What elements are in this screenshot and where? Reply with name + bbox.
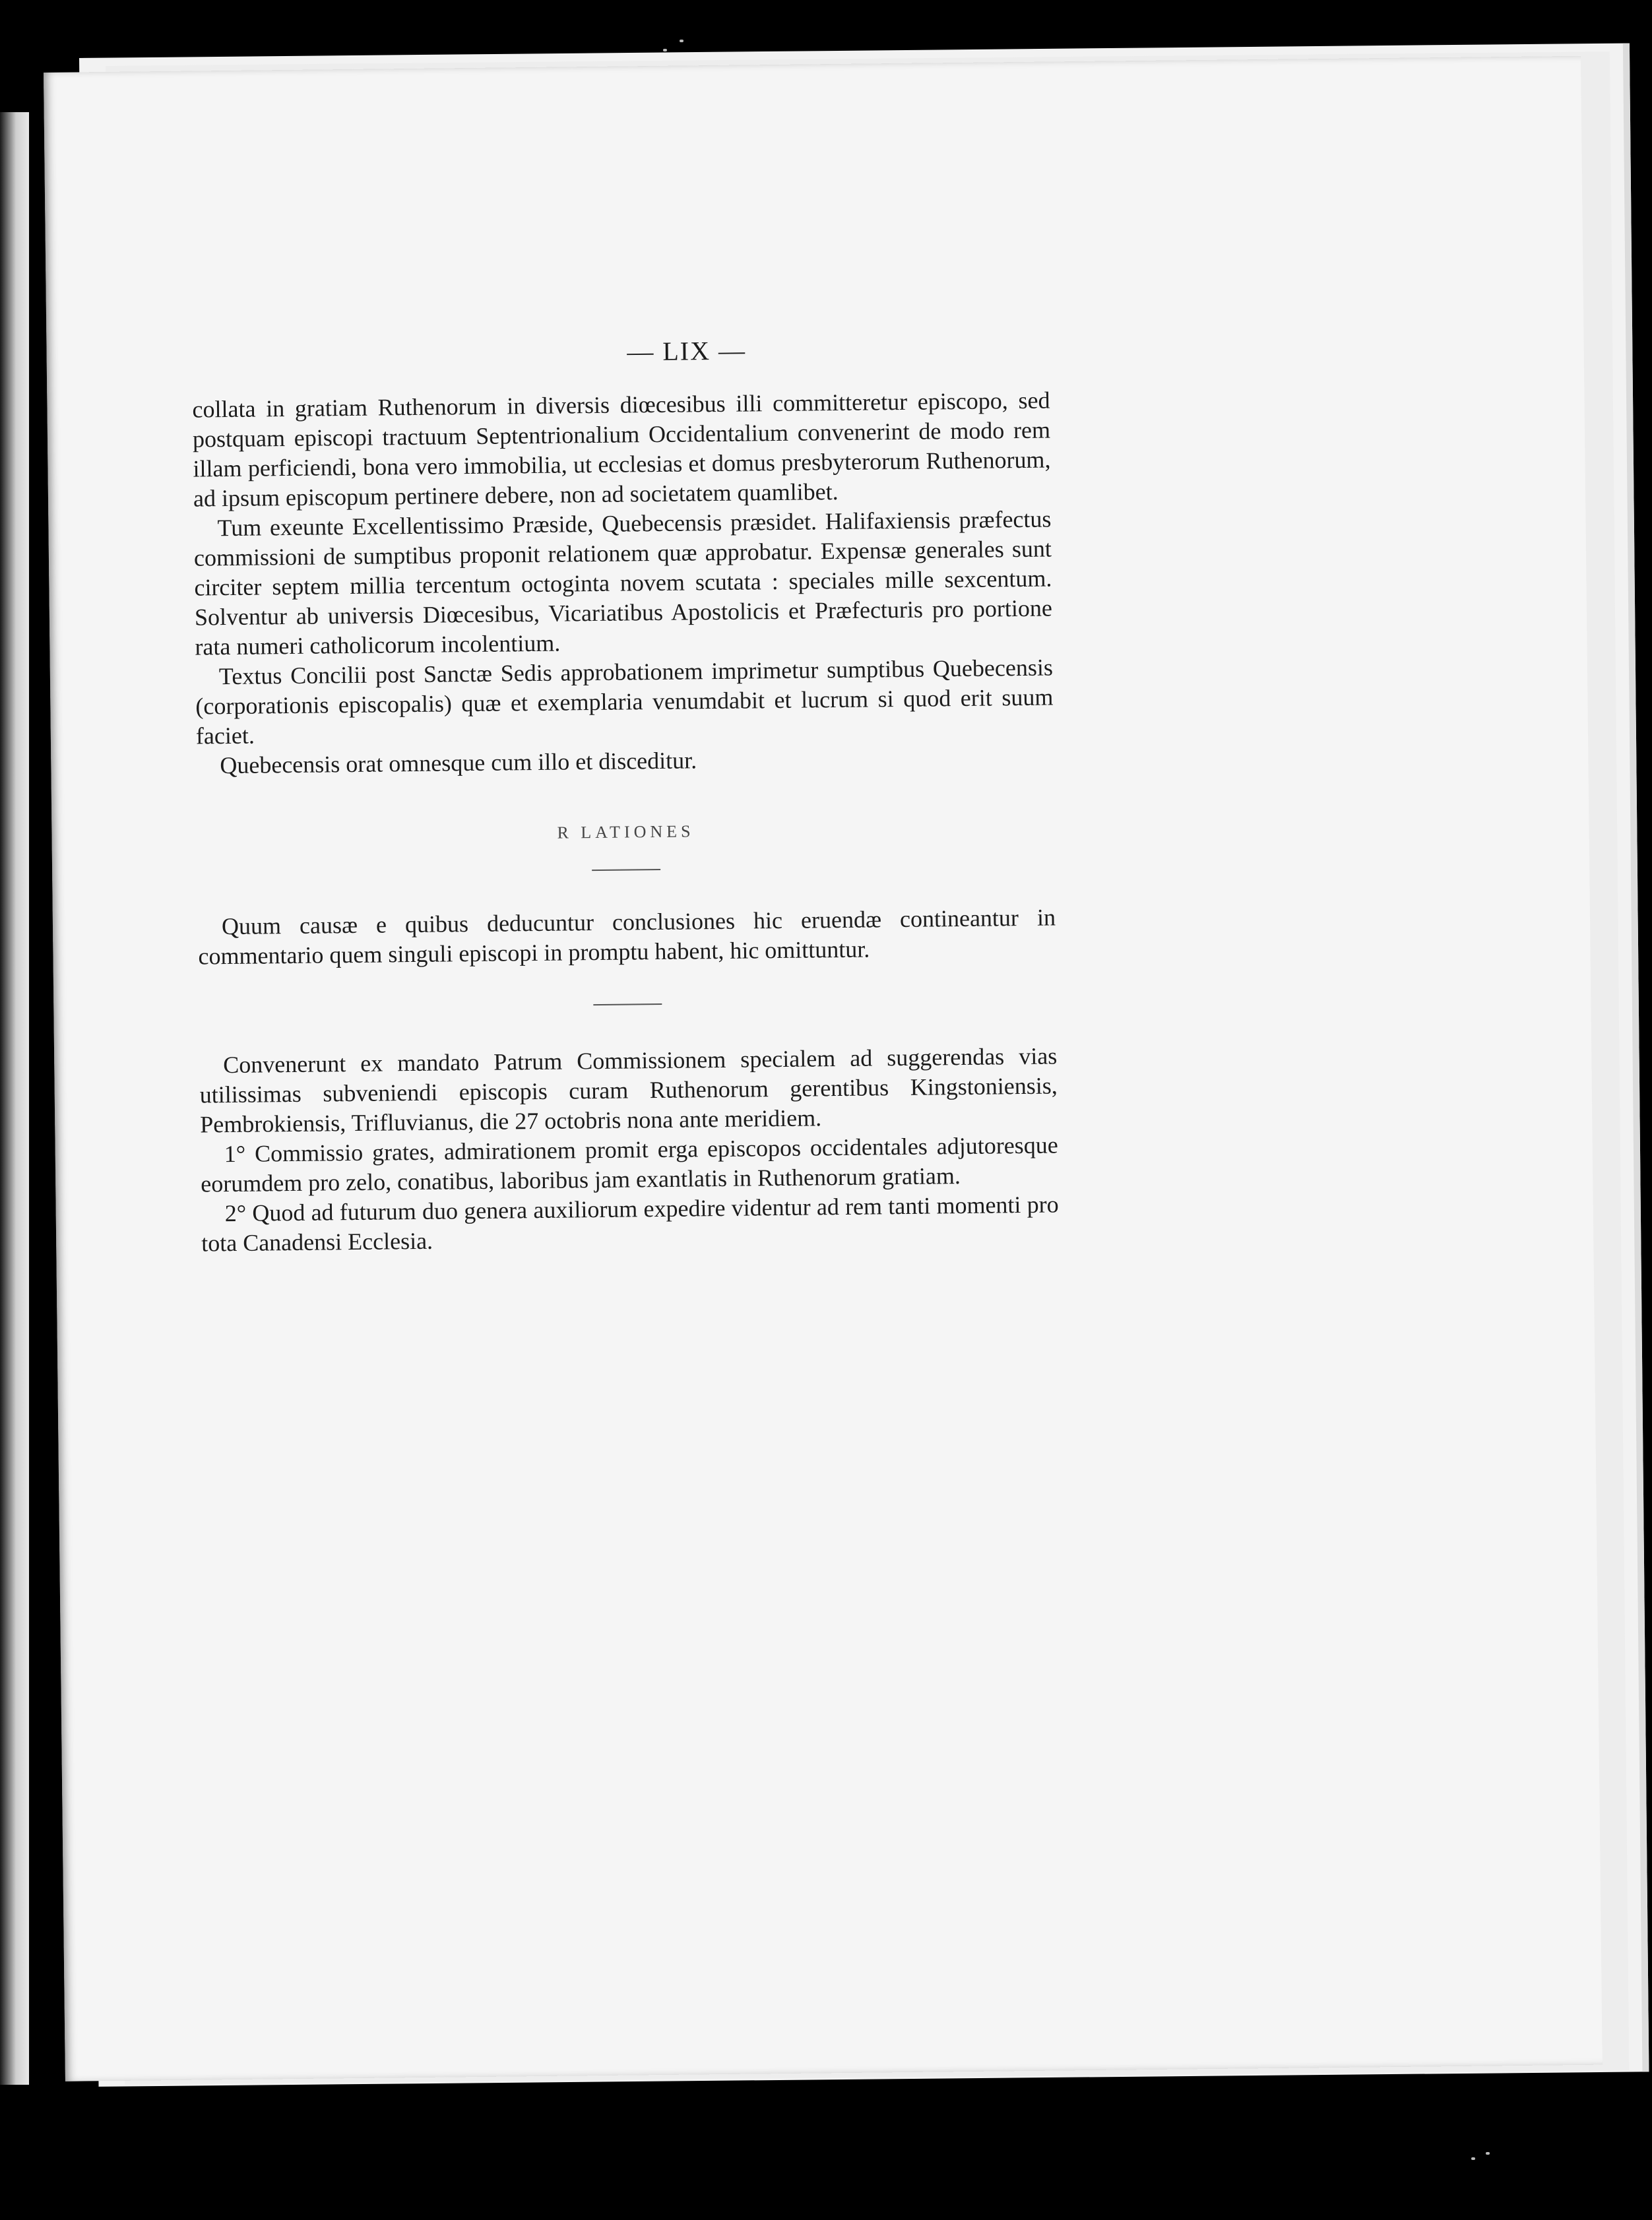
- section-heading: R LATIONES: [557, 821, 695, 842]
- paragraph-commission: Convenerunt ex mandato Patrum Commissionem specialem ad suggerendas vias utilissimas subveniendi episcopis curam Ruthenorum gerentibus Kingstoniensis, Pembrokiensis, Trifluvianus, die 27 octobris nona ante meridiem.: [199, 1042, 1058, 1138]
- paragraph-relationes: Quum causæ e quibus deducuntur conclusiones hic eruendæ contineantur in commentario quem singuli episcopi in promptu habent, hic omittuntur.: [198, 904, 1056, 970]
- dust-speck: [1471, 2157, 1475, 2160]
- dust-speck: [663, 49, 667, 51]
- paragraph-textus: Textus Concilii post Sanctæ Sedis approbationem imprimetur sumptibus Quebecensis (corporationis episcopalis) quæ et exemplaria venumdabit et lucrum si quod erit suum faciet.: [195, 654, 1054, 749]
- page-content: [191, 333, 1059, 1259]
- dust-speck: [1486, 2152, 1490, 2155]
- dust-speck: [680, 40, 683, 42]
- paragraph-continued: collata in gratiam Ruthenorum in diversis diœcesibus illi committeretur episcopo, sed postquam episcopi tractuum Septentrionalium Occidentalium convenerint de modo rem illam perficiendi, bona vero immobilia, ut ecclesias et domus presbyterorum Ruthenorum, ad ipsum episcopum pertinere debere, non ad societatem quamlibet.: [192, 387, 1051, 512]
- paragraph-expenses: Tum exeunte Excellentissimo Præside, Quebecensis præsidet. Halifaxiensis præfectus commissioni de sumptibus proponit relationem quæ approbatur. Expensæ generales sunt circiter septem millia tercentum octoginta novem scutata : speciales mille sexcentum. Solventur ab universis Diœcesibus, Vicariatibus Apostolicis et Præfecturis pro portione rata numeri catholicorum incolentium.: [193, 505, 1053, 660]
- page-number: — LIX —: [627, 335, 747, 367]
- paragraph-point-1: 1° Commissio grates, admirationem promit erga episcopos occidentales adjutoresque eorumdem pro zelo, conatibus, laboribus jam exantlatis in Ruthenorum gratiam.: [201, 1131, 1058, 1197]
- divider-rule: [593, 1003, 662, 1005]
- divider-rule: [592, 869, 660, 871]
- previous-page-edge: [0, 112, 29, 2085]
- paragraph-point-2: 2° Quod ad futurum duo genera auxiliorum expedire videntur ad rem tanti momenti pro tota Canadensi Ecclesia.: [201, 1191, 1059, 1257]
- paragraph-closing: Quebecensis orat omnesque cum illo et disceditur.: [220, 747, 697, 779]
- book-page: [44, 56, 1603, 2081]
